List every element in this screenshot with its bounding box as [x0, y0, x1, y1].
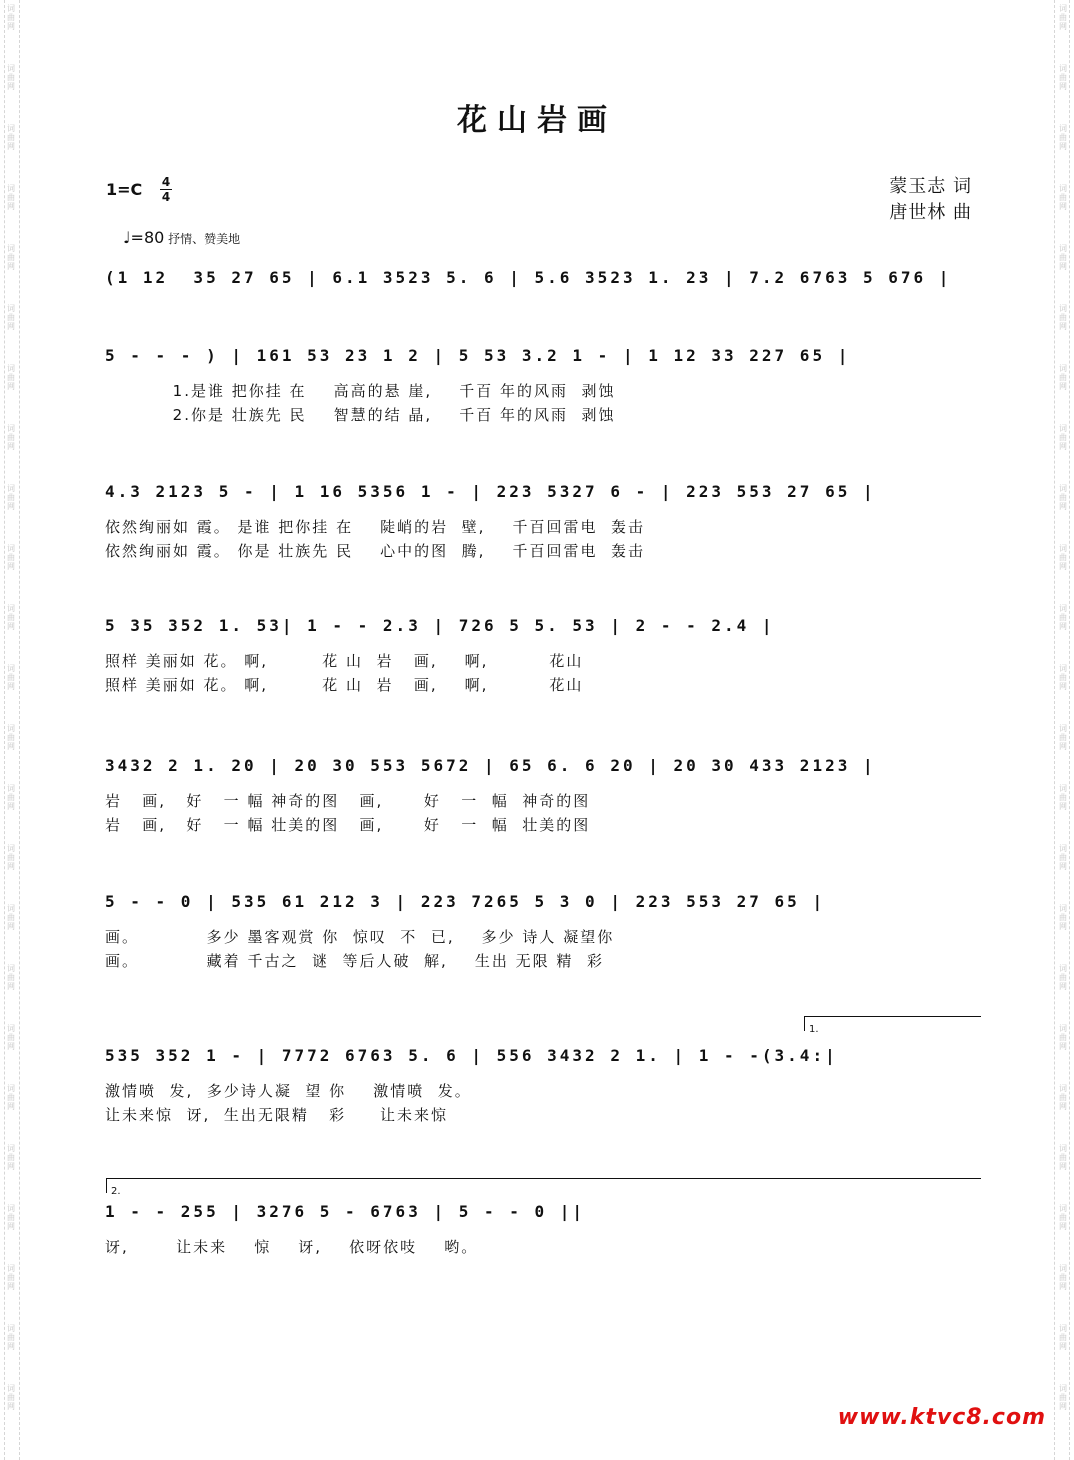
side-watermark-text: 词 曲 网 [1059, 964, 1067, 991]
side-watermark-text: 词 曲 网 [1059, 484, 1067, 511]
side-watermark-text: 词 曲 网 [7, 304, 15, 331]
side-watermark-text: 词 曲 网 [7, 1384, 15, 1411]
time-signature [160, 176, 172, 203]
lyric-verse-2: 照样 美丽如 花。 啊, 花 山 岩 画, 啊, 花山 [105, 676, 584, 694]
expression-text: 抒情、赞美地 [168, 232, 241, 246]
side-watermark-text: 词 曲 网 [1059, 1024, 1067, 1051]
side-watermark-text: 词 曲 网 [7, 1204, 15, 1231]
composer-credit: 唐世林 曲 [889, 202, 972, 223]
lyric-verse-1: 讶, 让未来 惊 讶, 依呀依吱 哟。 [105, 1238, 479, 1256]
notation-line: 5 - - 0 | 535 61 212 3 | 223 7265 5 3 0 | 223 553 27 65 | [105, 892, 826, 911]
side-watermark-text: 词 曲 网 [7, 184, 15, 211]
side-watermark-text: 词 曲 网 [7, 4, 15, 31]
side-watermark-text: 词 曲 网 [7, 1324, 15, 1351]
side-watermark-text: 词 曲 网 [7, 124, 15, 151]
notation-line: 5 35 352 1. 53| 1 - - 2.3 | 726 5 5. 53 | 2 - - 2.4 | [105, 616, 775, 635]
side-watermark-text: 词 曲 网 [7, 244, 15, 271]
side-watermark-text: 词 曲 网 [1059, 1384, 1067, 1411]
side-watermark-text: 词 曲 网 [1059, 364, 1067, 391]
side-watermark-text: 词 曲 网 [1059, 304, 1067, 331]
side-watermark-text: 词 曲 网 [7, 964, 15, 991]
side-watermark-text: 词 曲 网 [1059, 184, 1067, 211]
side-watermark-text: 词 曲 网 [1059, 64, 1067, 91]
first-ending-label: 1. [809, 1024, 819, 1035]
notation-line: 4.3 2123 5 - | 1 16 5356 1 - | 223 5327 6 - | 223 553 27 65 | [105, 482, 876, 501]
second-ending-label: 2. [111, 1186, 121, 1197]
side-watermark-text: 词 曲 网 [1059, 604, 1067, 631]
notation-line: 3432 2 1. 20 | 20 30 553 5672 | 65 6. 6 20 | 20 30 433 2123 | [105, 756, 876, 775]
side-watermark-text: 词 曲 网 [1059, 244, 1067, 271]
side-watermark-text: 词 曲 网 [1059, 1144, 1067, 1171]
notation-line: 5 - - - ) | 161 53 23 1 2 | 5 53 3.2 1 - | 1 12 33 227 65 | [105, 346, 851, 365]
side-watermark-text: 词 曲 网 [1059, 904, 1067, 931]
meter-denominator: 4 [161, 190, 171, 204]
side-watermark-text: 词 曲 网 [7, 1084, 15, 1111]
side-watermark-text: 词 曲 网 [7, 64, 15, 91]
side-watermark-text: 词 曲 网 [7, 724, 15, 751]
first-ending-bracket [804, 1016, 981, 1035]
side-watermark-text: 词 曲 网 [1059, 124, 1067, 151]
lyric-verse-2: 依然绚丽如 霞。 你是 壮族先 民 心中的图 腾, 千百回雷电 轰击 [105, 542, 646, 560]
lyric-verse-1: 依然绚丽如 霞。 是谁 把你挂 在 陡峭的岩 壁, 千百回雷电 轰击 [105, 518, 646, 536]
lyric-verse-1: 照样 美丽如 花。 啊, 花 山 岩 画, 啊, 花山 [105, 652, 584, 670]
side-watermark-text: 词 曲 网 [7, 784, 15, 811]
side-watermark-text: 词 曲 网 [1059, 1264, 1067, 1291]
side-watermark-text: 词 曲 网 [1059, 1324, 1067, 1351]
side-watermark-text: 词 曲 网 [7, 904, 15, 931]
side-watermark-text: 词 曲 网 [1059, 544, 1067, 571]
side-watermark-text: 词 曲 网 [7, 544, 15, 571]
side-watermark-text: 词 曲 网 [7, 664, 15, 691]
site-watermark-link[interactable]: www.ktvc8.com [837, 1405, 1046, 1430]
side-watermark-text: 词 曲 网 [1059, 784, 1067, 811]
notation-line: (1 12 35 27 65 | 6.1 3523 5. 6 | 5.6 3523 1. 23 | 7.2 6763 5 676 | [105, 268, 952, 287]
side-watermark-text: 词 曲 网 [7, 484, 15, 511]
lyric-verse-2: 2.你是 壮族先 民 智慧的结 晶, 千百 年的风雨 剥蚀 [105, 406, 616, 424]
lyric-verse-2: 岩 画, 好 一 幅 壮美的图 画, 好 一 幅 壮美的图 [105, 816, 591, 834]
tempo-value: ♩=80 [123, 228, 165, 247]
lyric-verse-1: 画。 多少 墨客观赏 你 惊叹 不 已, 多少 诗人 凝望你 [105, 928, 615, 946]
second-ending-bracket [106, 1178, 981, 1197]
key-signature: 1=C [106, 180, 143, 199]
side-watermark-text: 词 曲 网 [1059, 844, 1067, 871]
side-watermark-text: 词 曲 网 [7, 604, 15, 631]
side-watermark-text: 词 曲 网 [1059, 1204, 1067, 1231]
lyric-verse-1: 1.是谁 把你挂 在 高高的悬 崖, 千百 年的风雨 剥蚀 [105, 382, 616, 400]
side-watermark-text: 词 曲 网 [7, 1264, 15, 1291]
lyric-verse-1: 激情喷 发, 多少诗人凝 望 你 激情喷 发。 [105, 1082, 472, 1100]
lyricist-credit: 蒙玉志 词 [889, 176, 972, 197]
tempo-marking [123, 228, 240, 247]
notation-line: 535 352 1 - | 7772 6763 5. 6 | 556 3432 2 1. | 1 - -(3.4:| [105, 1046, 838, 1065]
notation-line: 1 - - 255 | 3276 5 - 6763 | 5 - - 0 || [105, 1202, 586, 1221]
side-watermark-text: 词 曲 网 [1059, 664, 1067, 691]
meter-numerator: 4 [161, 175, 171, 189]
lyric-verse-2: 画。 藏着 千古之 谜 等后人破 解, 生出 无限 精 彩 [105, 952, 604, 970]
side-watermark-text: 词 曲 网 [7, 424, 15, 451]
lyric-verse-1: 岩 画, 好 一 幅 神奇的图 画, 好 一 幅 神奇的图 [105, 792, 591, 810]
song-title: 花山岩画 [457, 103, 617, 138]
lyric-verse-2: 让未来惊 讶, 生出无限精 彩 让未来惊 [105, 1106, 448, 1124]
side-watermark-text: 词 曲 网 [7, 364, 15, 391]
side-watermark-text: 词 曲 网 [1059, 424, 1067, 451]
side-watermark-text: 词 曲 网 [7, 844, 15, 871]
side-watermark-text: 词 曲 网 [1059, 724, 1067, 751]
side-watermark-text: 词 曲 网 [1059, 1084, 1067, 1111]
side-watermark-text: 词 曲 网 [1059, 4, 1067, 31]
side-watermark-text: 词 曲 网 [7, 1144, 15, 1171]
side-watermark-text: 词 曲 网 [7, 1024, 15, 1051]
